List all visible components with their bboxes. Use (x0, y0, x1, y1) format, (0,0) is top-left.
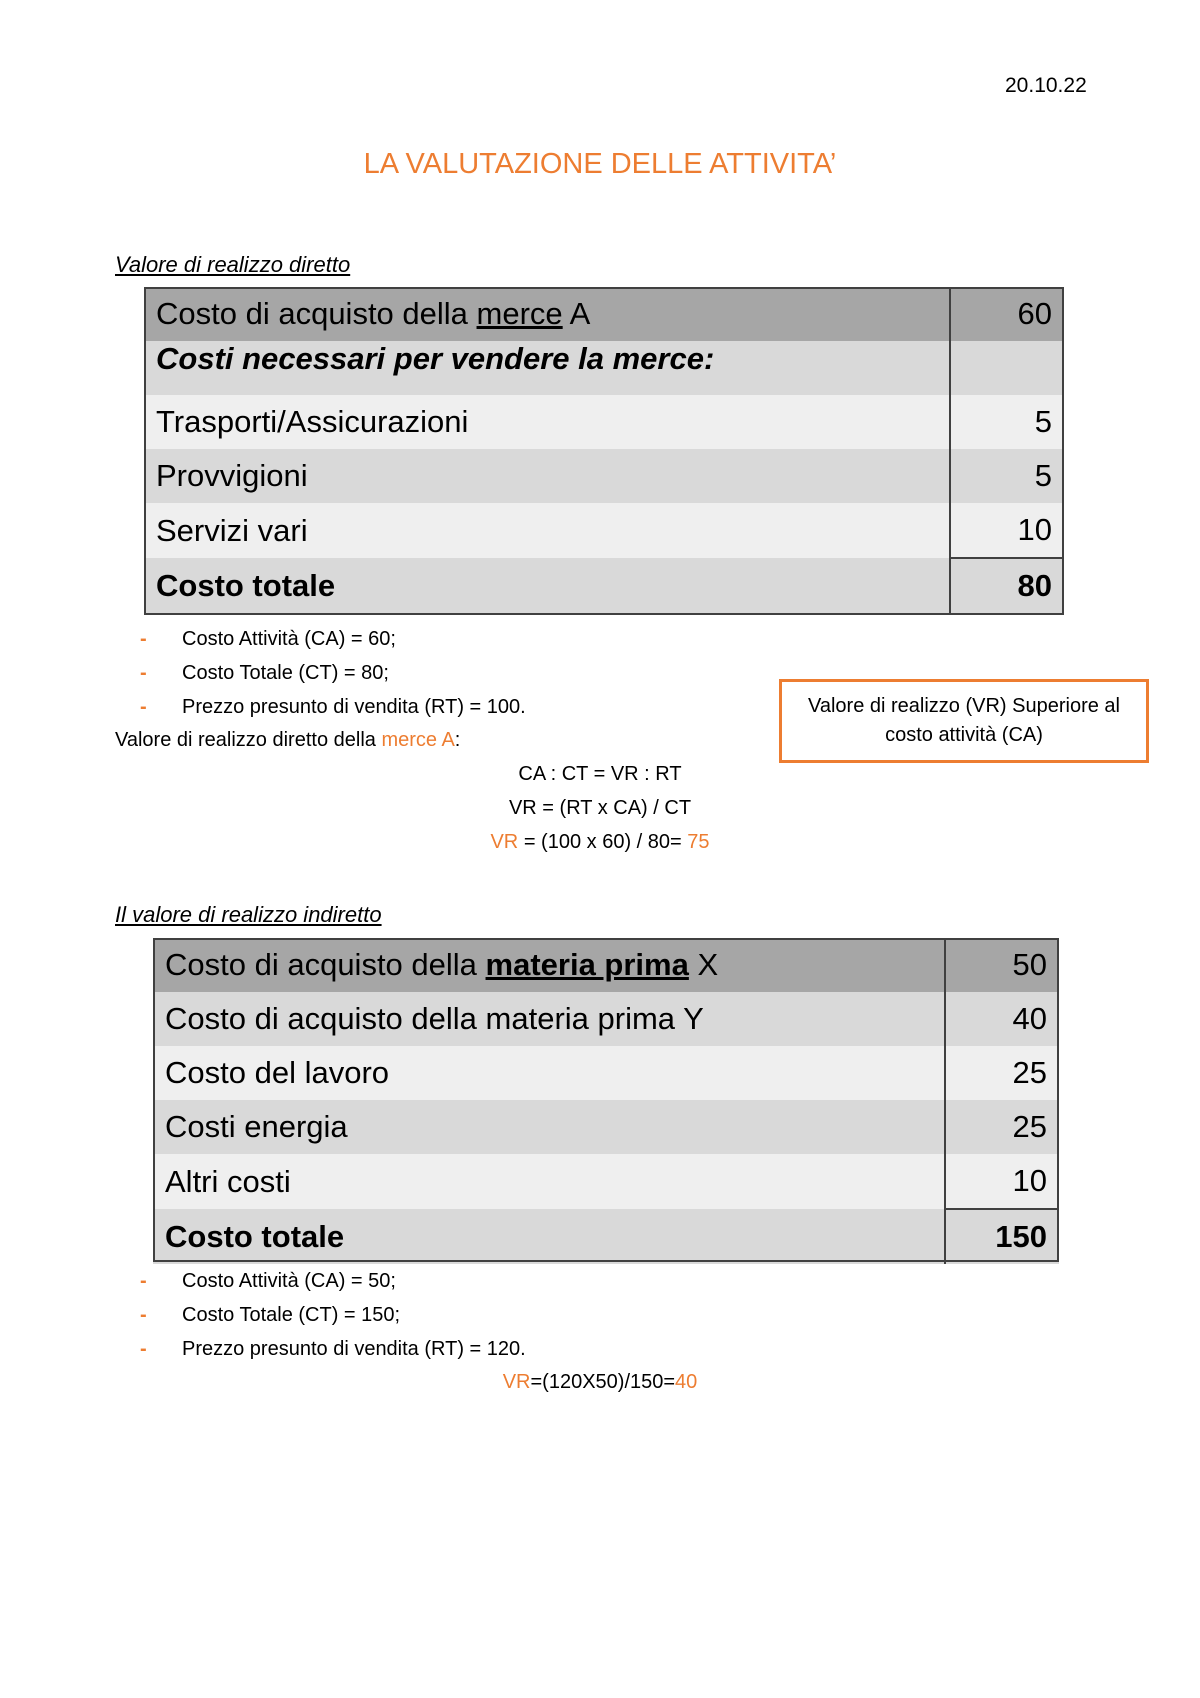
table-row (153, 992, 1059, 1046)
formula-result: VR = (100 x 60) / 80= 75 (490, 831, 710, 853)
table-total-row (144, 558, 1064, 613)
row-label: Provvigioni (144, 449, 950, 503)
row-label: Servizi vari (144, 503, 950, 558)
row-value: 80 (950, 558, 1064, 613)
direct-cost-table (144, 287, 1064, 613)
row-label: Altri costi (153, 1154, 945, 1209)
table-row (153, 1154, 1059, 1209)
table-row (144, 287, 1064, 341)
row-label: Costo totale (153, 1209, 945, 1264)
formula-result-indirect: VR=(120X50)/150=40 (502, 1371, 698, 1393)
row-label: Costo del lavoro (153, 1046, 945, 1100)
row-value: 60 (950, 287, 1064, 341)
list-item: - Costo Totale (CT) = 80; (140, 662, 389, 684)
direct-intro: Valore di realizzo diretto della merce A: (115, 729, 461, 751)
row-label: Costi necessari per vendere la merce: (144, 341, 950, 395)
row-value (950, 341, 1064, 395)
callout-box: Valore di realizzo (VR) Superiore al costo attività (CA) (779, 679, 1149, 763)
row-label: Costo di acquisto della merce A (144, 287, 950, 341)
row-label: Costi energia (153, 1100, 945, 1154)
row-label: Costo totale (144, 558, 950, 613)
list-item: - Costo Attività (CA) = 50; (140, 1270, 396, 1292)
page-title: LA VALUTAZIONE DELLE ATTIVITA’ (363, 148, 837, 180)
list-item: - Prezzo presunto di vendita (RT) = 120. (140, 1338, 526, 1360)
row-label: Trasporti/Assicurazioni (144, 395, 950, 449)
list-item: - Costo Attività (CA) = 60; (140, 628, 396, 650)
indirect-cost-table (153, 938, 1059, 1264)
row-value: 25 (945, 1046, 1059, 1100)
row-value: 10 (945, 1154, 1059, 1209)
document-date: 20.10.22 (1005, 74, 1087, 97)
table-row (153, 938, 1059, 992)
table-row (153, 1046, 1059, 1100)
row-value: 10 (950, 503, 1064, 558)
table-row (144, 341, 1064, 395)
section-heading-indirect: Il valore di realizzo indiretto (115, 902, 382, 927)
row-value: 25 (945, 1100, 1059, 1154)
table-row (144, 395, 1064, 449)
list-item: - Costo Totale (CT) = 150; (140, 1304, 401, 1326)
row-label: Costo di acquisto della materia prima X (153, 938, 945, 992)
section-heading-direct: Valore di realizzo diretto (115, 252, 351, 277)
list-item: - Prezzo presunto di vendita (RT) = 100. (140, 696, 526, 718)
formula-proportion: CA : CT = VR : RT (518, 763, 682, 785)
row-label: Costo di acquisto della materia prima Y (153, 992, 945, 1046)
row-value: 5 (950, 449, 1064, 503)
formula-vr: VR = (RT x CA) / CT (508, 797, 692, 819)
table-row (144, 503, 1064, 558)
table-total-row (153, 1209, 1059, 1264)
row-value: 150 (945, 1209, 1059, 1264)
table-row (144, 449, 1064, 503)
row-value: 40 (945, 992, 1059, 1046)
row-value: 5 (950, 395, 1064, 449)
table-row (153, 1100, 1059, 1154)
row-value: 50 (945, 938, 1059, 992)
